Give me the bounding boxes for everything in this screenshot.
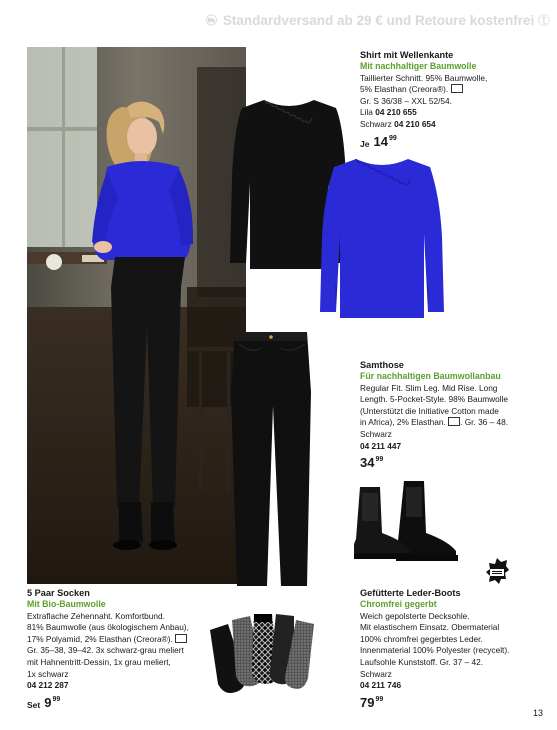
delivery-van-icon	[204, 10, 219, 30]
wash-symbol-icon	[175, 634, 187, 643]
article-number: 04 211 746	[360, 680, 402, 691]
product-price: Set 9 99	[27, 694, 61, 710]
product-desc: Regular Fit. Slim Leg. Mid Rise. Long	[360, 382, 498, 393]
product-name: Samthose	[360, 360, 404, 370]
product-tag: Mit nachhaltiger Baumwolle	[360, 61, 477, 71]
product-desc: Length. 5-Pocket-Style. 98% Baumwolle	[360, 394, 509, 405]
shipping-banner-text: Standardversand ab 29 € und Retoure kostenfrei	[222, 12, 535, 28]
product-name: Gefütterte Leder-Boots	[360, 588, 461, 598]
product-tag: Mit Bio-Baumwolle	[27, 599, 106, 609]
wash-symbol-icon	[448, 417, 460, 426]
product-desc: 100% chromfrei gegerbtes Leder.	[360, 633, 483, 644]
model-photo	[27, 47, 246, 584]
product-desc: 5% Elasthan (Creora®).	[360, 84, 545, 96]
product-price: Je 14 99	[360, 133, 397, 149]
article-number: 04 210 654	[394, 118, 436, 129]
product-desc: Taillierter Schnitt. 95% Baumwolle,	[360, 72, 488, 83]
genuine-leather-icon	[484, 557, 510, 591]
product-desc: Extraflache Zehennaht. Komfortbund.	[27, 610, 165, 621]
wash-symbol-icon	[451, 84, 463, 93]
product-desc: mit Hahnentritt-Dessin, 1x grau meliert,	[27, 656, 171, 667]
shirt-product-info	[360, 49, 545, 150]
product-desc: Innenmaterial 100% Polyester (recycelt).	[360, 645, 510, 656]
product-color-line: Schwarz 04 210 654	[360, 118, 436, 129]
product-desc: (Unterstützt die Initiative Cotton made	[360, 405, 499, 416]
product-color: Schwarz	[360, 668, 392, 679]
product-price: 79 99	[360, 694, 384, 710]
product-desc: Mit elastischem Einsatz. Obermaterial	[360, 622, 500, 633]
article-number: 04 211 447	[360, 440, 402, 451]
leather-boots-image	[354, 477, 472, 565]
product-desc: Gr. 35–38, 39–42. 3x schwarz-grau meliert	[27, 645, 184, 656]
product-desc: Laufsohle Kunststoff. Gr. 37 – 42.	[360, 656, 483, 667]
product-color: Schwarz	[360, 428, 392, 439]
product-desc: 1x schwarz	[27, 668, 69, 679]
article-number: 04 210 655	[375, 107, 417, 118]
velvet-pants-image	[229, 330, 313, 588]
product-name: 5 Paar Socken	[27, 588, 90, 598]
product-tag: Chromfrei gegerbt	[360, 599, 437, 609]
product-color-line: Lila 04 210 655	[360, 107, 417, 118]
socks-product-info	[27, 587, 227, 711]
product-name: Shirt mit Wellenkante	[360, 50, 454, 60]
product-price: 34 99	[360, 455, 384, 471]
page-number: 13	[532, 708, 543, 718]
article-number: 04 212 287	[27, 680, 69, 691]
shipping-banner	[204, 8, 550, 32]
pants-product-info	[360, 359, 550, 471]
product-desc: 17% Polyamid, 2% Elasthan (Creora®).	[27, 634, 227, 646]
tchibo-logo-icon	[538, 9, 550, 31]
boots-product-info	[360, 587, 550, 711]
blue-shirt-image	[316, 154, 448, 322]
product-desc: Weich gepolsterte Decksohle.	[360, 610, 470, 621]
product-desc: in Africa), 2% Elasthan. . Gr. 36 – 48.	[360, 417, 509, 428]
product-desc: 81% Baumwolle (aus ökologischem Anbau),	[27, 622, 189, 633]
product-sizes: Gr. S 36/38 – XXL 52/54.	[360, 95, 452, 106]
product-tag: Für nachhaltigen Baumwollanbau	[360, 371, 501, 381]
